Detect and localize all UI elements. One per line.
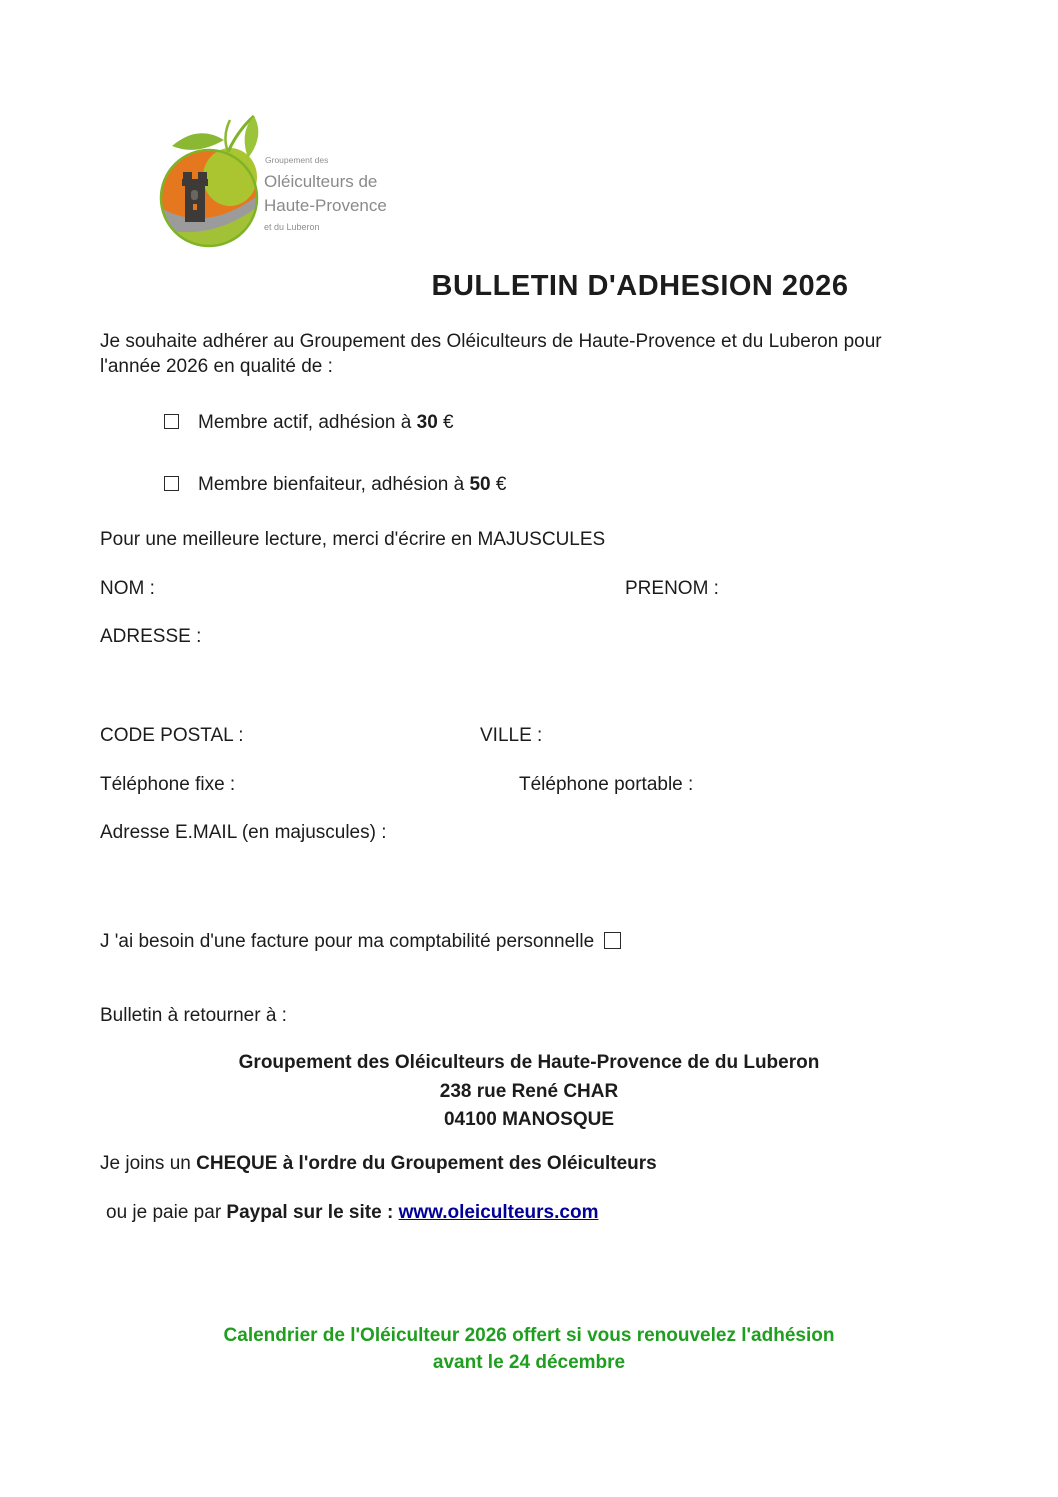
return-address-org: Groupement des Oléiculteurs de Haute-Provence de du Luberon [238, 1052, 820, 1073]
intro-paragraph: Je souhaite adhérer au Groupement des Oléiculteurs de Haute-Provence et du Luberon pour l'année 2026 en qualité de : [100, 331, 882, 377]
logo-leaf-left [172, 133, 224, 150]
calendar-offer-line1: Calendrier de l'Oléiculteur 2026 offert si vous renouvelez l'adhésion [223, 1325, 835, 1346]
membership-option-bienfaiteur [164, 472, 506, 497]
telephone-portable-label: Téléphone portable : [519, 774, 694, 795]
prenom-label: PRENOM : [625, 578, 719, 599]
ville-label: VILLE : [480, 725, 543, 746]
return-note: Bulletin à retourner à : [100, 1005, 287, 1026]
facture-text: J 'ai besoin d'une facture pour ma comptabilité personnelle [100, 931, 595, 952]
olive-grove-logo-graphic [158, 106, 400, 254]
cheque-bold-text: CHEQUE à l'ordre du Groupement des Oléiculteurs [196, 1153, 657, 1174]
logo-tower [182, 172, 208, 222]
cheque-prefix: Je joins un [100, 1153, 197, 1174]
logo-text-luberon: et du Luberon [264, 222, 320, 232]
telephone-fixe-label: Téléphone fixe : [100, 774, 236, 795]
calendar-offer-note [0, 1322, 1058, 1376]
email-label: Adresse E.MAIL (en majuscules) : [100, 822, 387, 843]
facture-line [100, 929, 621, 954]
code-postal-label: CODE POSTAL : [100, 725, 244, 746]
logo-text-groupement: Groupement des [265, 155, 329, 165]
paypal-line [106, 1200, 598, 1225]
association-logo [158, 106, 400, 254]
logo-text-oleiculteurs: Oléiculteurs de [264, 172, 378, 191]
adresse-label: ADRESSE : [100, 626, 202, 647]
page-title: BULLETIN D'ADHESION 2026 [431, 270, 849, 302]
membre-actif-label: Membre actif, adhésion à [198, 412, 417, 433]
cheque-line [100, 1151, 657, 1176]
membre-bienfaiteur-checkbox[interactable] [164, 476, 179, 491]
paypal-prefix: ou je paie par [106, 1202, 227, 1223]
return-address-block [0, 1049, 1058, 1135]
membre-actif-currency: € [437, 412, 454, 433]
paypal-link[interactable]: www.oleiculteurs.com [398, 1202, 599, 1223]
uppercase-instruction: Pour une meilleure lecture, merci d'écrire en MAJUSCULES [100, 529, 606, 550]
membre-bienfaiteur-currency: € [490, 474, 507, 495]
return-address-street: 238 rue René CHAR [439, 1080, 619, 1102]
membre-bienfaiteur-amount: 50 [469, 474, 491, 495]
calendar-offer-line2: avant le 24 décembre [432, 1352, 626, 1373]
return-address-city: 04100 MANOSQUE [443, 1109, 614, 1130]
membre-bienfaiteur-label: Membre bienfaiteur, adhésion à [198, 474, 470, 495]
nom-label: NOM : [100, 578, 155, 599]
facture-checkbox[interactable] [604, 932, 621, 949]
paypal-bold-text: Paypal sur le site : [226, 1202, 399, 1223]
membre-actif-checkbox[interactable] [164, 414, 179, 429]
logo-text-haute-provence: Haute-Provence [264, 196, 387, 215]
membership-option-actif [164, 410, 454, 435]
membre-actif-amount: 30 [416, 412, 438, 433]
